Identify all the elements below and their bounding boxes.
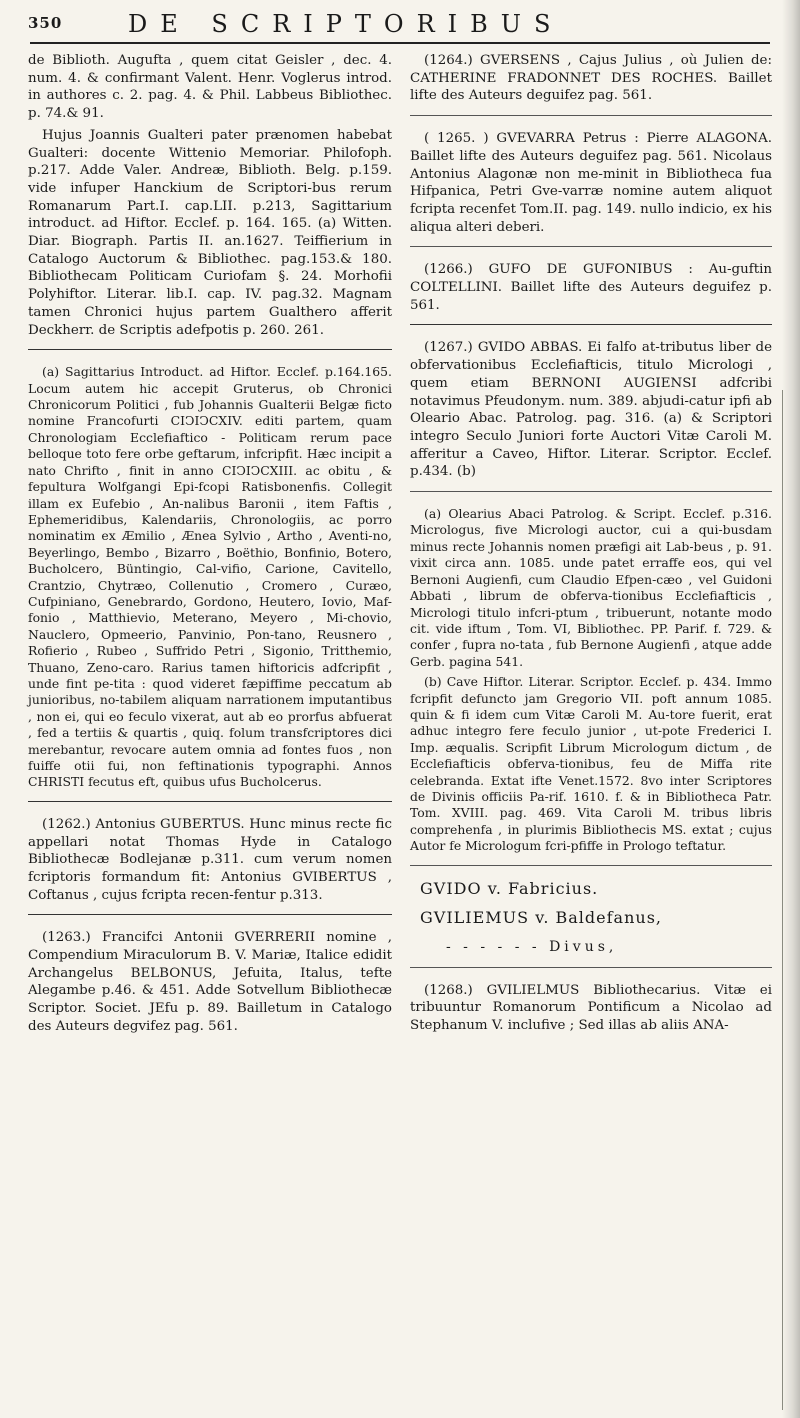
section-rule (28, 914, 392, 915)
right-footnote-b: (b) Cave Hiftor. Literar. Scriptor. Ecclef. p. 434. Immo fcripfit defuncto jam Gregorio VII. poft annum 1085. quin & fi idem cum Vitæ Caroli M. Au-tore fuerit, erat adhuc integro fere feculo junior , ut-pote Frederici I. Imp. æqualis. Scripfit Librum Micrologum dictum , de Ecclefiafticis obferva-tionibus, feu de Miffa rite celebranda. Extat ifte Venet.1572. 8vo inter Scriptores de Divinis officiis Pa-rif. 1610. f. & in Bibliotheca Patr. Tom. XVIII. pag. 469. Vita Caroli M. tribus libris comprehenfa , in plurimis Bibliothecis MS. extat ; cujus Autor fe Micrologum fcri-pfiffe in Prologo teftatur. (410, 674, 772, 854)
page-edge-shadow (782, 0, 800, 1418)
page-number: 350 (28, 14, 63, 32)
entry-1263: (1263.) Francifci Antonii GVERRERII nomine , Compendium Miraculorum B. V. Mariæ, Italice edidit Archangelus BELBONUS, Jefuita, Italus, tefte Alegambe p.46. & 451. Adde Sotvellum Bibliothecæ Scriptor. Societ. JEfu p. 89. Bailletum in Catalogo des Auteurs degvifez pag. 561. (28, 930, 392, 1034)
left-footnote-a: (a) Sagittarius Introduct. ad Hiftor. Ecclef. p.164.165. Locum autem hic accepit Gruterus, ob Chronici Chronicorum Politici , fub Johannis Gualterii Belgæ ficto nomine Francofurti CIↃIↃCXIV. editi partem, quam Chronologiam Ecclefiaftico - Politicam rerum pace belloque toto fere orbe geftarum, infcripfit. Hæc incipit a nato Chrifto , finit in anno CIↃIↃCXIII. ac obitu , & fepultura Wolfgangi Epi-fcopi Ratisbonenfis. Collegit illam ex Eufebio , An-nalibus Baronii , item Faftis , Ephemeridibus, Kalendariis, Chronologiis, ac porro nominatim ex Æmilio , Ænea Sylvio , Artho , Aventi-no, Beyerlingo, Bembo , Bizarro , Boëthio, Bonfinio, Botero, Bucholcero, Büntingio, Cal-vifio, Carione, Cavitello, Crantzio, Chytræo, Collenutio , Cromero , Curæo, Cufpiniano, Genebrardo, Gordono, Heutero, Iovio, Maf-fonio , Matthievio, Meterano, Meyero , Mi-chovio, Nauclero, Opmeerio, Panvinio, Pon-tano, Reusnero , Rofierio , Rubeo , Suffrido Petri , Sigonio, Tritthemio, Thuano, Zeno-caro. Rarius tamen hiftoricis adfcripfit , unde fint pe-tita : quod videret fæpiffime peccatum ab junioribus, no-tabilem aliquam narrationem imputantibus , non ei, qui eo feculo vixerat, aut ab eo prorfus abfuerat , fed a tertiis & quartis , quiq. folum transfcriptores dici merebantur, revocare autem omnia ad fontes fuos , non fuiffe otii fui, non feftinationis typographi. Annos CHRISTI fecutus eft, quibus ufus Bucholcerus. (28, 364, 392, 790)
left-paragraph-2: Hujus Joannis Gualteri pater prænomen habebat Gualteri: docente Wittenio Memoriar. Philofoph. p.217. Adde Valer. Andreæ, Biblioth. Belg. p.159. vide infuper Hanckium de Scriptori-bus rerum Romanarum Part.I. cap.LII. p.213, Sagittarium introduct. ad Hiftor. Ecclef. p. 164. 165. (a) Witten. Diar. Biograph. Partis II. an.1627. Teiffierium in Catalogo Auctorum & Bibliothec. pag.153.& 180. Bibliothecam Politicam Curiofam §. 24. Morhofii Polyhiftor. Literar. lib.I. cap. IV. pag.32. Magnam tamen Chronici hujus partem Gualthero afferit Deckherr. de Scriptis adefpotis p. 260. 261. (28, 127, 392, 338)
cross-reference-divus: - - - - - - Divus, (446, 939, 618, 955)
entry-1266: (1266.) GUFO DE GUFONIBUS : Au-guftin COLTELLINI. Baillet lifte des Auteurs deguifez p. 561. (410, 262, 772, 313)
right-footnote-a: (a) Olearius Abaci Patrolog. & Script. Ecclef. p.316. Micrologus, five Micrologi auctor, cui a qui-busdam minus recte Johannis nomen præfigi ait Lab-beus , p. 91. vixit circa ann. 1085. unde patet erraffe eos, qui vel Bernoni Augienfi, cum Claudio Efpen-cæo , vel Guidoni Abbati , librum de obferva-tionibus Ecclefiafticis , Micrologi titulo infcri-ptum , tribuerunt, notante modo cit. vide iftum , Tom. VI, Bibliothec. PP. Parif. f. 729. & confer , fupra no-tata , fub Bernone Augienfi , atque adde Gerb. pagina 541. (410, 506, 772, 669)
left-paragraph-1: de Biblioth. Augufta , quem citat Geisler , dec. 4. num. 4. & confirmant Valent. Henr. Voglerus introd. in authores c. 2. pag. 4. & Phil. Labbeus Bibliothec. p. 74.& 91. (28, 53, 392, 122)
section-rule (410, 246, 772, 247)
entry-1265: ( 1265. ) GVEVARRA Petrus : Pierre ALAGONA. Baillet lifte des Auteurs deguifez pag. 561. Nicolaus Antonius Alagonæ non me-minit in Bibliotheca fua Hifpanica, Petri Gve-varræ nomine autem aliquot fcripta recenfet Tom.II. pag. 149. nullo indicio, ex his aliqua alteri deberi. (410, 131, 772, 235)
cross-reference-guiliemus: GVILIEMUS v. Baldefanus, (420, 908, 662, 928)
cross-reference-guido: GVIDO v. Fabricius. (420, 878, 599, 898)
section-rule (410, 967, 772, 968)
left-column (28, 52, 392, 1040)
entry-1264: (1264.) GVERSENS , Cajus Julius , où Julien de: CATHERINE FRADONNET DES ROCHES. Baillet lifte des Auteurs deguifez pag. 561. (410, 53, 772, 104)
section-rule (410, 115, 772, 116)
entry-1268: (1268.) GVILIELMUS Bibliothecarius. Vitæ ei tribuuntur Romanorum Pontificum a Nicolao ad Stephanum V. inclufive ; Sed illas ab aliis ANA- (410, 982, 772, 1034)
header-rule (30, 42, 770, 44)
right-column (410, 52, 772, 1039)
section-rule (410, 865, 772, 866)
running-title: DE SCRIPTORIBUS (128, 10, 564, 38)
section-rule (410, 324, 772, 325)
entry-1262: (1262.) Antonius GUBERTUS. Hunc minus recte fic appellari notat Thomas Hyde in Catalogo Bibliothecæ Bodlejanæ p.311. cum verum nomen fcriptoris formandum fit: Antonius GVIBERTUS , Coftanus , cujus fcripta recen-fentur p.313. (28, 816, 392, 903)
section-rule (28, 801, 392, 802)
footnote-rule (410, 491, 772, 492)
footnote-rule (28, 349, 392, 350)
entry-1267: (1267.) GVIDO ABBAS. Ei falfo at-tributus liber de obfervationibus Ecclefiafticis, titulo Micrologi , quem etiam BERNONI AUGIENSI adfcribi notavimus Pfeudonym. num. 389. abjudi-catur ipfi ab Oleario Abac. Patrolog. pag. 316. (a) & Scriptori integro Seculo Juniori forte Auctori Vitæ Caroli M. afferitur a Caveo, Hiftor. Literar. Scriptor. Ecclef. p.434. (b) (410, 340, 772, 480)
